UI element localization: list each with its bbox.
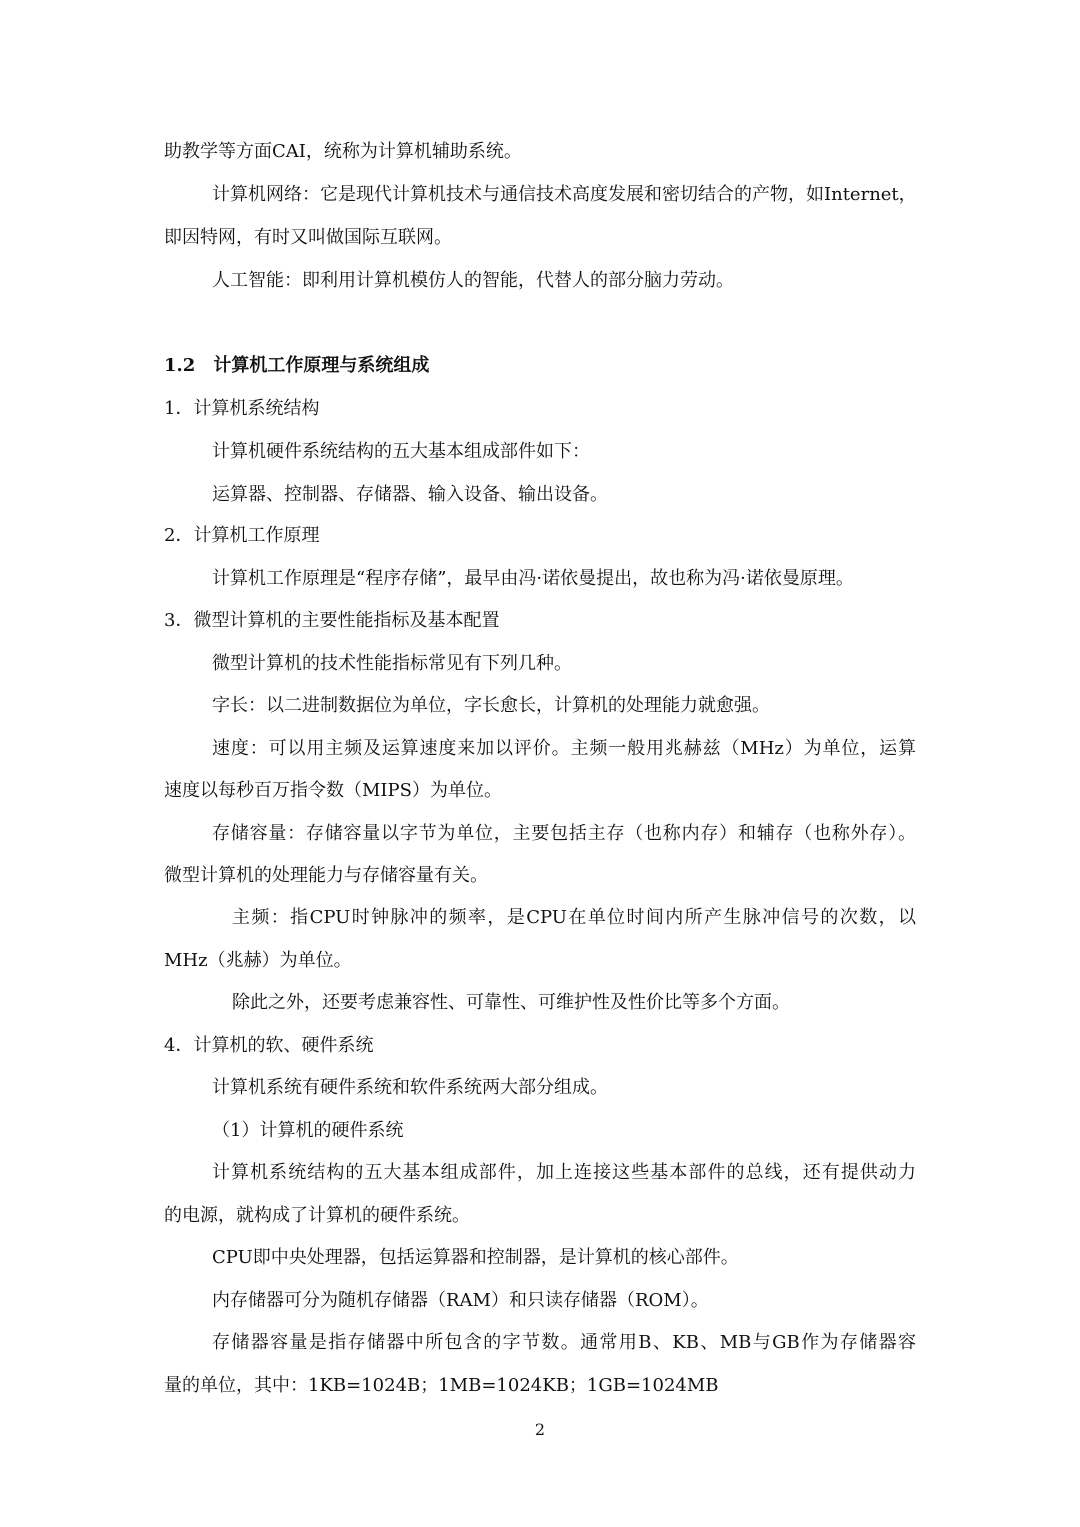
item1-title: 1．计算机系统结构 [164,398,320,419]
item3-frequency-line1: 主频：指CPU时钟脉冲的频率，是CPU在单位时间内所产生脉冲信号的次数，以 [232,907,916,928]
item2-title: 2．计算机工作原理 [164,525,320,546]
paragraph-ai: 人工智能：即利用计算机模仿人的智能，代替人的部分脑力劳动。 [212,270,734,291]
item2-text: 计算机工作原理是“程序存储”，最早由冯·诺依曼提出，故也称为冯·诺依曼原理。 [212,568,854,589]
item3-speed-line2: 速度以每秒百万指令数（MIPS）为单位。 [164,780,502,801]
item3-other: 除此之外，还要考虑兼容性、可靠性、可维护性及性价比等多个方面。 [232,992,790,1013]
item4-hardware-line1: 计算机系统结构的五大基本组成部件，加上连接这些基本部件的总线，还有提供动力 [212,1162,916,1183]
paragraph-network-line1: 计算机网络：它是现代计算机技术与通信技术高度发展和密切结合的产物，如Internet， [212,184,917,205]
item3-speed-line1: 速度：可以用主频及运算速度来加以评价。主频一般用兆赫兹（MHz）为单位，运算 [212,738,916,759]
item4-hardware-line2: 的电源，就构成了计算机的硬件系统。 [164,1205,470,1226]
item3-wordlength: 字长：以二进制数据位为单位，字长愈长，计算机的处理能力就愈强。 [212,695,770,716]
item3-text1: 微型计算机的技术性能指标常见有下列几种。 [212,653,572,674]
paragraph-network-line2: 即因特网，有时又叫做国际互联网。 [164,227,452,248]
item4-title: 4．计算机的软、硬件系统 [164,1035,374,1056]
item4-memory: 内存储器可分为随机存储器（RAM）和只读存储器（ROM）。 [212,1290,709,1311]
item1-text1: 计算机硬件系统结构的五大基本组成部件如下： [212,441,590,462]
item4-capacity-line2: 量的单位，其中：1KB=1024B；1MB=1024KB；1GB=1024MB [164,1375,719,1396]
item3-frequency-line2: MHz（兆赫）为单位。 [164,950,352,971]
item1-text2: 运算器、控制器、存储器、输入设备、输出设备。 [212,484,608,505]
item3-storage-line2: 微型计算机的处理能力与存储容量有关。 [164,865,488,886]
item4-capacity-line1: 存储器容量是指存储器中所包含的字节数。通常用B、KB、MB与GB作为存储器容 [212,1332,916,1353]
item4-subheading: （1）计算机的硬件系统 [212,1120,404,1141]
item3-storage-line1: 存储容量：存储容量以字节为单位，主要包括主存（也称内存）和辅存（也称外存）。 [212,823,916,844]
paragraph-cai-tail: 助教学等方面CAI，统称为计算机辅助系统。 [164,141,522,162]
page-number: 2 [534,1420,546,1439]
item4-cpu: CPU即中央处理器，包括运算器和控制器，是计算机的核心部件。 [212,1247,739,1268]
section-heading: 1.2 计算机工作原理与系统组成 [164,355,430,376]
item3-title: 3．微型计算机的主要性能指标及基本配置 [164,610,500,631]
item4-text1: 计算机系统有硬件系统和软件系统两大部分组成。 [212,1077,608,1098]
